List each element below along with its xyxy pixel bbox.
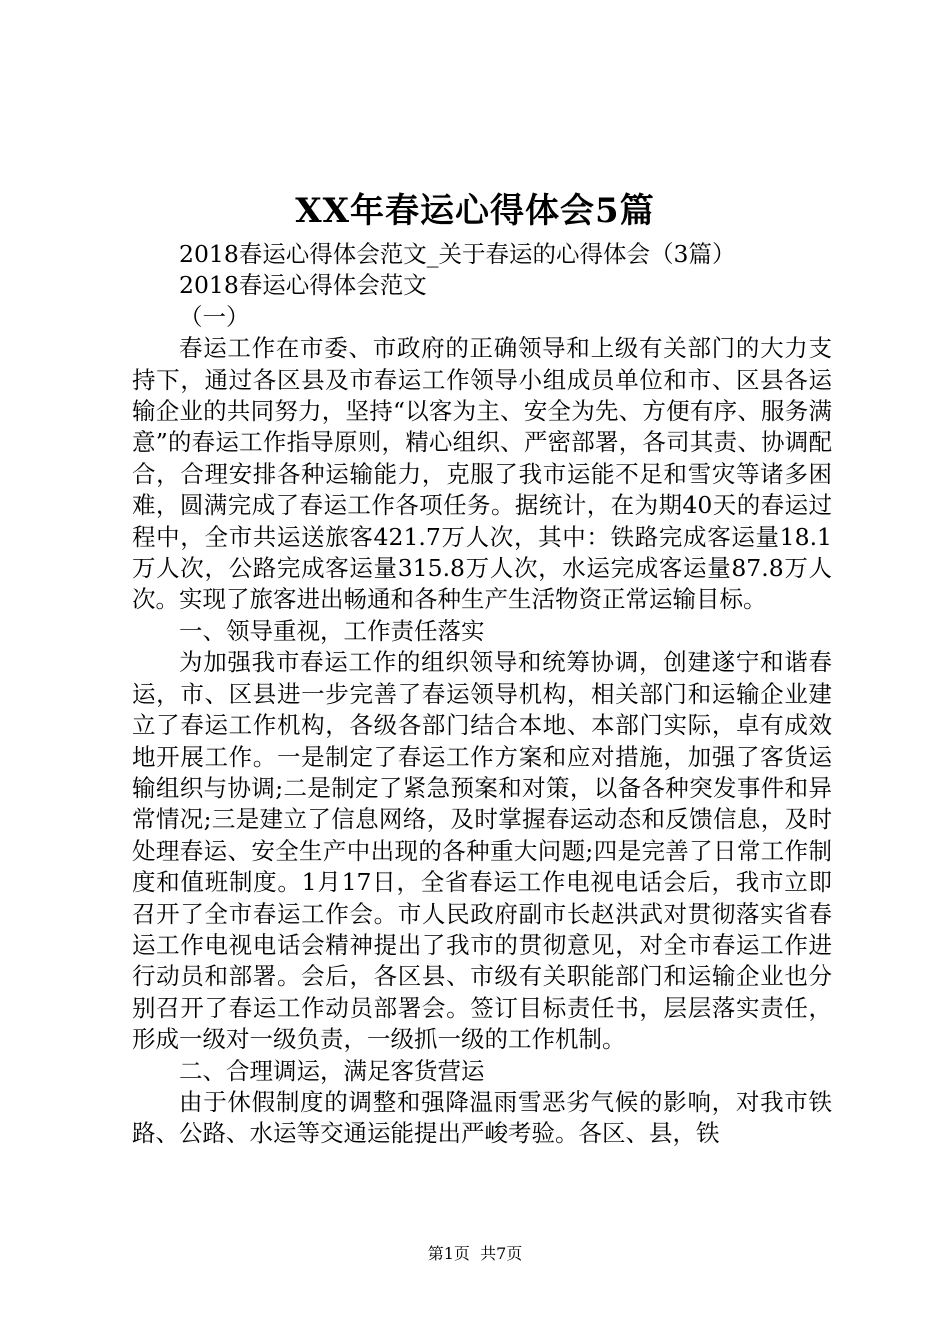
heading-leadership: 一、领导重视，工作责任落实 <box>179 616 485 645</box>
page-number: 第1页 共7页 <box>427 1244 523 1263</box>
document-body <box>132 239 832 1150</box>
paragraph-leadership: 为加强我市春运工作的组织领导和统筹协调，创建遂宁和谐春运，市、区县进一步完善了春运领导机构，相关部门和运输企业建立了春运工作机构，各级各部门结合本地、本部门实际，卓有成效地开展工作。一是制定了春运工作方案和应对措施，加强了客货运输组织与协调;二是制定了紧急预案和对策，以备各种突发事件和异常情况;三是建立了信息网络，及时掌握春运动态和反馈信息，及时处理春运、安全生产中出现的各种重大问题;四是完善了日常工作制度和值班制度。1月17日，全省春运工作电视电话会后，我市立即召开了全市春运工作会。市人民政府副市长赵洪武对贯彻落实省春运工作电视电话会精神提出了我市的贯彻意见，对全市春运工作进行动员和部署。会后，各区县、市级有关职能部门和运输企业也分别召开了春运工作动员部署会。签订目标责任书，层层落实责任，形成一级对一级负责，一级抓一级的工作机制。 <box>132 648 832 1054</box>
paragraph-overview: 春运工作在市委、市政府的正确领导和上级有关部门的大力支持下，通过各区县及市春运工作领导小组成员单位和市、区县各运输企业的共同努力，坚持“以客为主、安全为先、方便有序、服务满意”的春运工作指导原则，精心组织、严密部署，各司其责、协调配合，合理安排各种运输能力，克服了我市运能不足和雪灾等诸多困难，圆满完成了春运工作各项任务。据统计，在为期40天的春运过程中，全市共运送旅客421.7万人次，其中：铁路完成客运量18.1万人次，公路完成客运量315.8万人次，水运完成客运量87.8万人次。实现了旅客进出畅通和各种生产生活物资正常运输目标。 <box>132 334 832 614</box>
heading-dispatch: 二、合理调运，满足客货营运 <box>179 1056 485 1085</box>
subtitle-line-2: 2018春运心得体会范文 <box>179 271 427 300</box>
paragraph-dispatch: 由于休假制度的调整和强降温雨雪恶劣气候的影响，对我市铁路、公路、水运等交通运能提出严峻考验。各区、县，铁 <box>132 1087 832 1148</box>
subtitle-line-1: 2018春运心得体会范文_关于春运的心得体会（3篇） <box>179 240 736 268</box>
page-footer <box>0 1243 950 1265</box>
section-marker: （一） <box>179 302 250 331</box>
document-title: XX年春运心得体会5篇 <box>295 191 655 231</box>
